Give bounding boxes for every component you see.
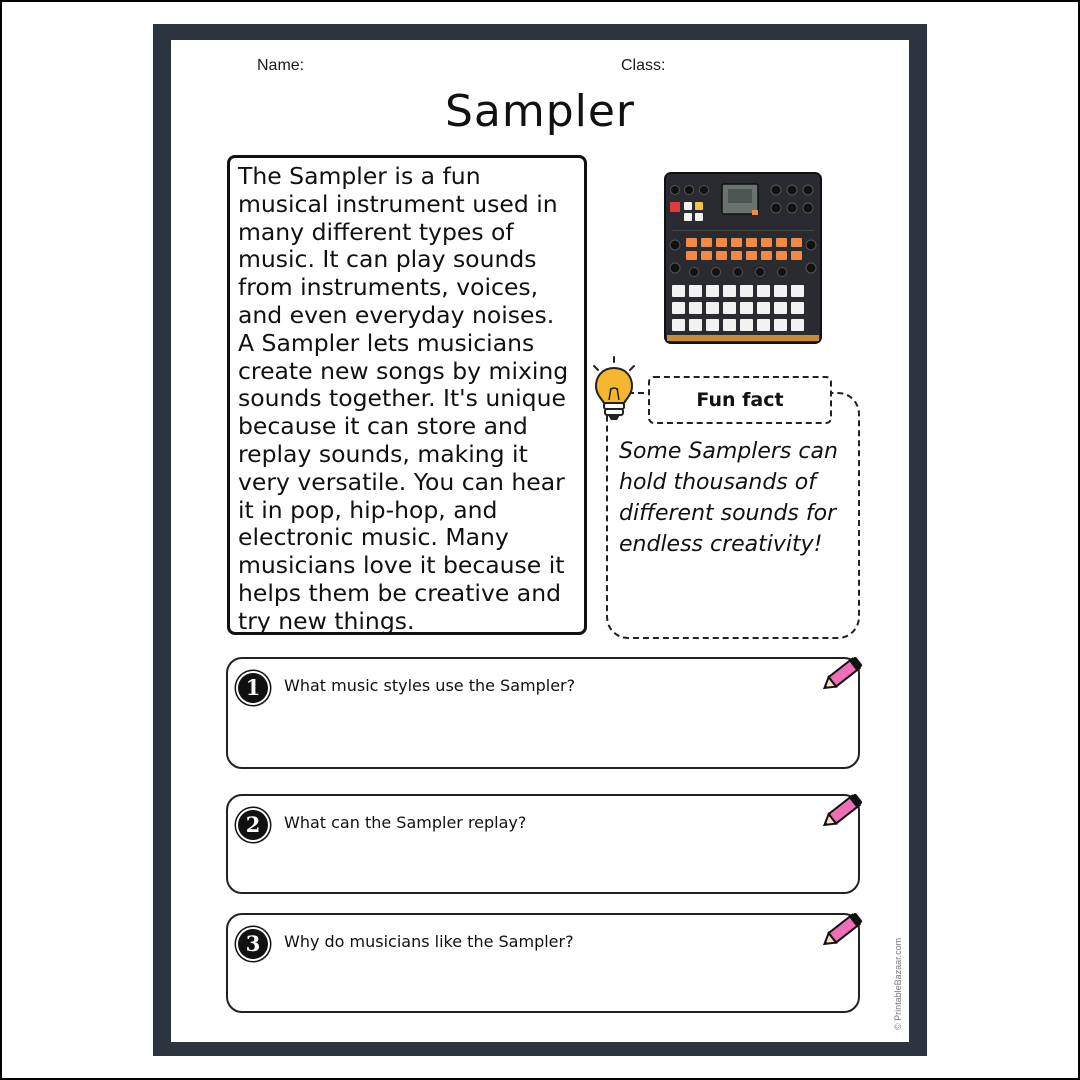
question-2-number: 2 bbox=[238, 810, 268, 840]
reading-passage-box bbox=[227, 155, 587, 635]
pencil-icon bbox=[818, 788, 870, 834]
fun-fact-text: Some Samplers can hold thousands of different sounds for endless creativity! bbox=[619, 439, 838, 557]
question-3-text: Why do musicians like the Sampler? bbox=[284, 932, 574, 951]
question-1-text: What music styles use the Sampler? bbox=[284, 676, 576, 695]
fun-fact-label: Fun fact bbox=[648, 376, 832, 424]
pencil-icon bbox=[818, 907, 870, 953]
question-3-number: 3 bbox=[238, 929, 268, 959]
class-label: Class: bbox=[621, 57, 666, 74]
sampler-device-illustration bbox=[664, 172, 822, 344]
question-1-number: 1 bbox=[238, 673, 268, 703]
name-label: Name: bbox=[257, 57, 305, 74]
credit-text: © PrintableBazaar.com bbox=[893, 937, 903, 1030]
page-title: Sampler bbox=[444, 86, 636, 137]
question-2-text: What can the Sampler replay? bbox=[284, 813, 527, 832]
question-2-answer-box[interactable] bbox=[226, 794, 860, 894]
question-1-answer-box[interactable] bbox=[226, 657, 860, 769]
question-3-answer-box[interactable] bbox=[226, 913, 860, 1013]
reading-passage: The Sampler is a fun musical instrument used in many different types of music. It can play sounds from instruments, voices, and even everyday noises. A Sampler lets musicians create new songs by mixing sounds together. It's unique because it can store and replay sounds, making it very versatile. You can hear it in pop, hip-hop, and electronic music. Many musicians love it because it helps them be creative and try new things. bbox=[238, 162, 569, 635]
lightbulb-icon bbox=[590, 356, 646, 424]
pencil-icon bbox=[818, 651, 870, 697]
